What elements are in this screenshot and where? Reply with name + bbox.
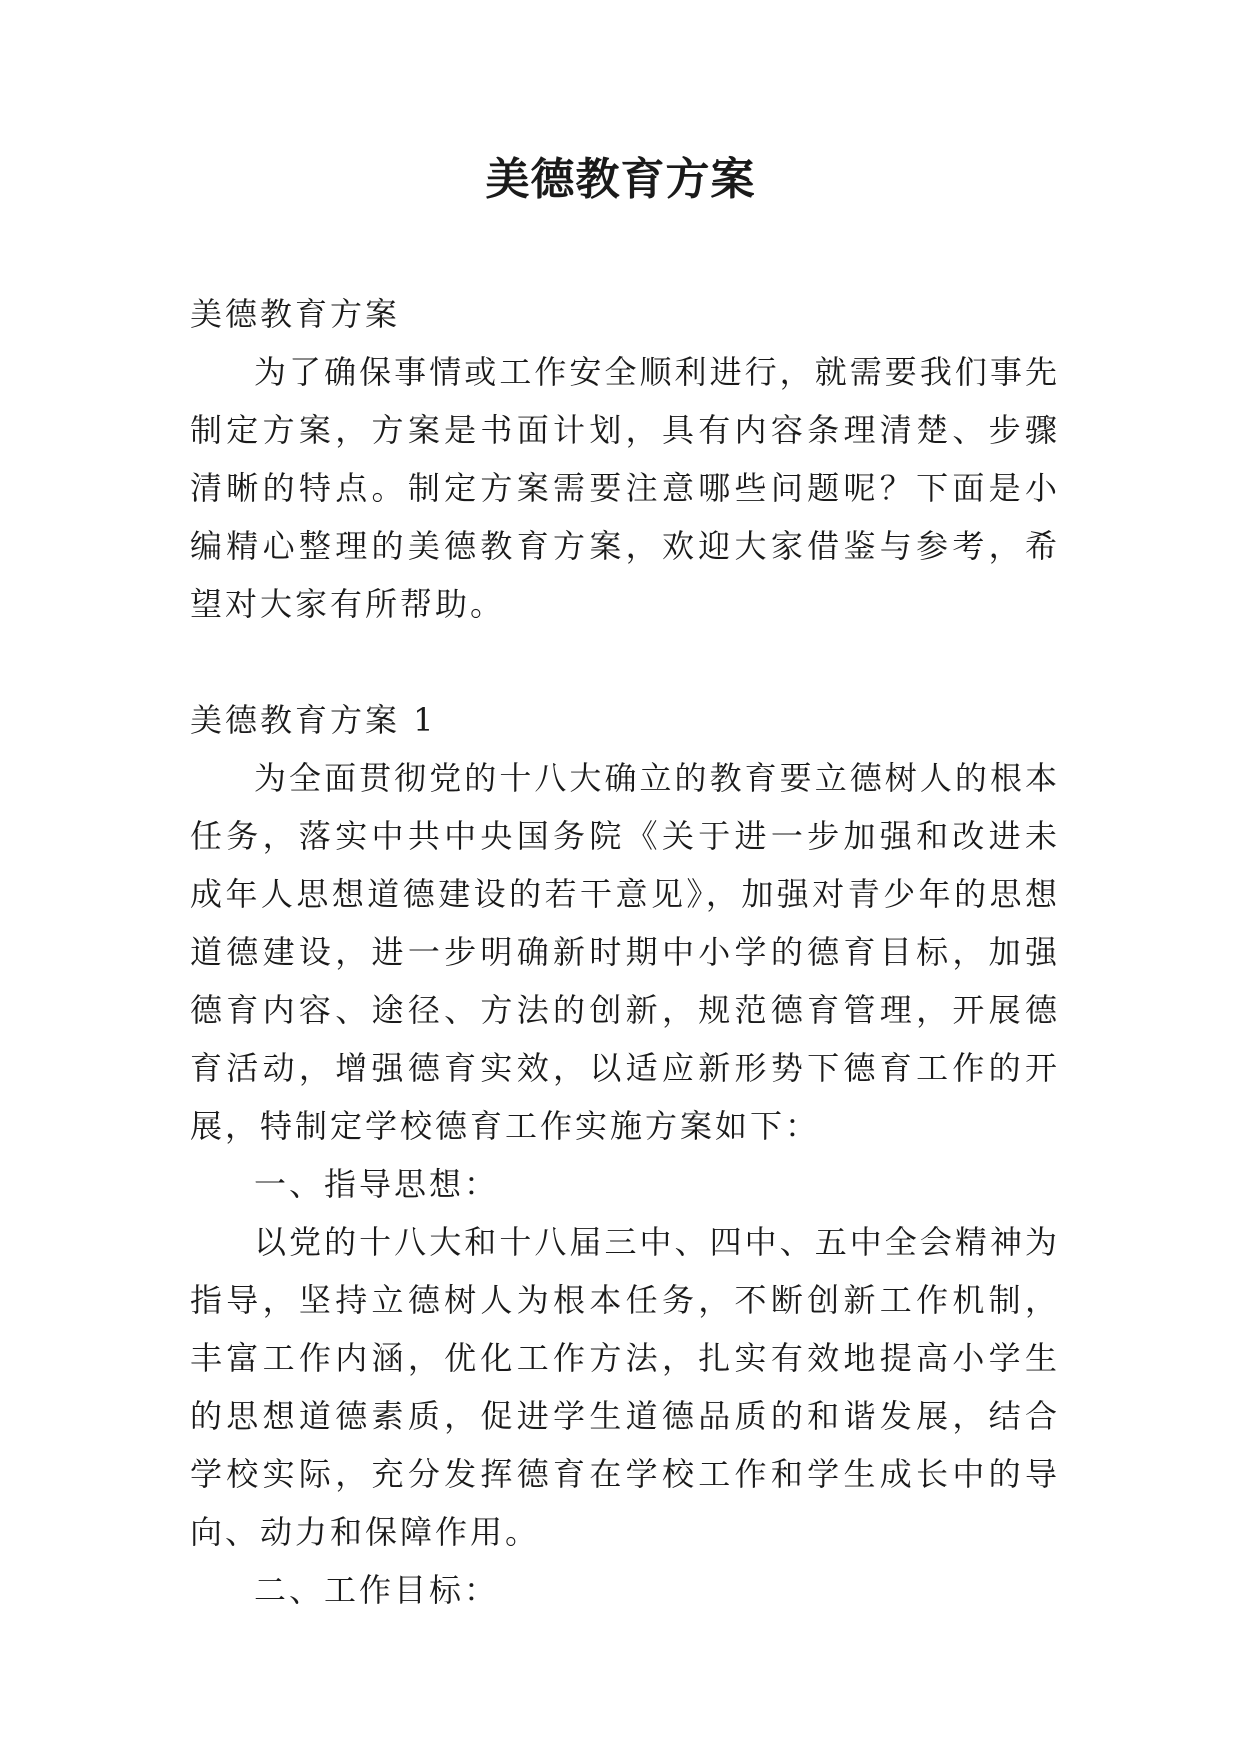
section1-paragraph: 为全面贯彻党的十八大确立的教育要立德树人的根本任务，落实中共中央国务院《关于进一步加强和改进未成年人思想道德建设的若干意见》，加强对青少年的思想道德建设，进一步明确新时期中小学的德育目标，加强德育内容、途径、方法的创新，规范德育管理，开展德育活动，增强德育实效，以适应新形势下德育工作的开展，特制定学校德育工作实施方案如下： [190,759,1060,1145]
document-body [190,285,1060,1619]
section1-heading: 美德教育方案 1 [190,701,437,739]
intro-heading: 美德教育方案 [190,295,401,333]
intro-paragraph: 为了确保事情或工作安全顺利进行，就需要我们事先制定方案，方案是书面计划，具有内容条理清楚、步骤清晰的特点。制定方案需要注意哪些问题呢？下面是小编精心整理的美德教育方案，欢迎大家借鉴与参考，希望对大家有所帮助。 [190,353,1060,623]
guiding-paragraph: 以党的十八大和十八届三中、四中、五中全会精神为指导，坚持立德树人为根本任务，不断创新工作机制，丰富工作内涵，优化工作方法，扎实有效地提高小学生的思想道德素质，促进学生道德品质的和谐发展，结合学校实际，充分发挥德育在学校工作和学生成长中的导向、动力和保障作用。 [190,1223,1060,1551]
goals-heading: 二、工作目标： [254,1571,500,1609]
paragraph-gap [190,633,1060,691]
guiding-heading: 一、指导思想： [254,1165,500,1203]
document-title: 美德教育方案 [485,154,756,205]
